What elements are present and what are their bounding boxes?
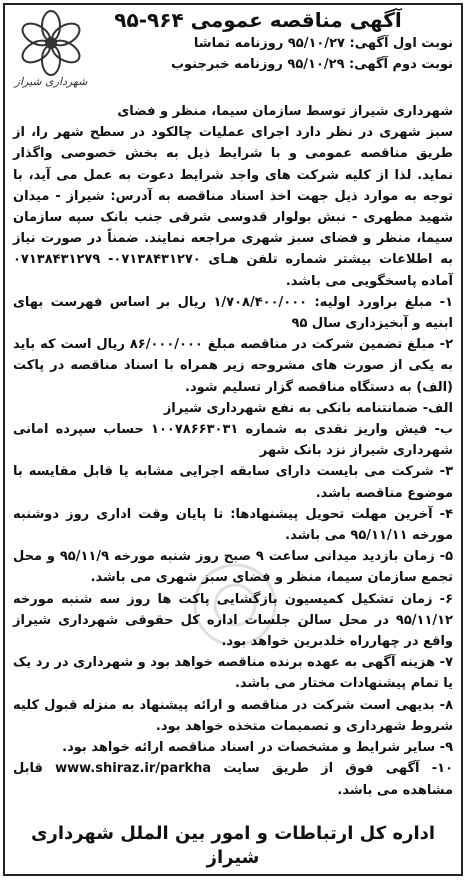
notice-frame [3,3,463,876]
item-8: ۸- بدیهی است شرکت در مناقصه و ارائه پیشنهاد به منزله قبول کلیه شروط شهرداری و تصمیمات متخذه خواهد بود. [13,697,453,734]
item-7: ۷- هزینه آگهی به عهده برنده مناقصه خواهد بود و شهرداری در رد یک یا تمام پیشنهادات مختار می باشد. [13,655,453,692]
first-notice-line: نوبت اول آگهی: ۹۵/۱۰/۲۷ روزنامه تماشا [193,36,453,51]
notice-header [5,5,461,101]
item-1: ۱- مبلغ براورد اولیه: ۱/۷۰۸/۴۰۰/۰۰۰ ریال بر اساس فهرست بهای ابنیه و آبخیزداری سال ۹۵ [13,294,453,332]
item-10: ۱۰- آگهی فوق از طریق سایت www.shiraz.ir/parkha قابل مشاهده می باشد. [13,761,454,798]
item-9: ۹- سایر شرایط و مشخصات در اسناد مناقصه ارائه خواهد بود. [62,740,453,756]
intro-paragraph: سبز شهری در نظر دارد اجرای عملیات چالکود در سطح شهر را، از طریق مناقصه عمومی و با شرایط ذیل به بخش خصوصی واگذار نماید. لذا از کلیه شرکت های واجد شرایط دعوت به عمل می آید، با توجه به موارد ذیل جهت اخذ اسناد مناقصه به آدرس: شیراز - میدان شهید مطهری - نبش بولوار قدوسی شرقی جنب بانک سپه سازمان سیما، منظر و فضای سبز شهری مراجعه نمایند. ضمناً در صورت نیاز به اطلاعات بیشتر شماره تلفن هـای ۰۷۱۳۸۴۳۱۲۷۰- ۰۷۱۳۸۴۳۱۲۷۹ آماده پاسخگویی می باشد. [13,125,454,289]
header-text [93,7,453,75]
item-4: ۴- آخرین مهلت تحویل پیشنهادها: تا پایان وقت اداری روز دوشنبه مورخه ۹۵/۱۱/۱۱ می باشد. [13,506,453,544]
item-5: ۵- زمان بازدید میدانی ساعت ۹ صبح روز شنبه مورخه ۹۵/۱۱/۹ و محل تجمع سازمان سیما، منظر و فضای سبز شهری می باشد. [13,549,453,586]
item-2: ۲- مبلغ تضمین شرکت در مناقصه مبلغ ۸۶/۰۰۰/۰۰۰ ریال است که باید به یکی از صورت های مشروحه زیر همراه با اسناد مناقصه در پاکت (الف) به دستگاه مناقصه گزار تسلیم شود. [13,337,453,395]
item-3: ۳- شرکت می بایست دارای سابقه اجرایی مشابه یا قابل مقایسه با موضوع مناقصه باشد. [13,464,453,501]
intro-line: شهرداری شیراز توسط سازمان سیما، منظر و فضای [117,104,453,119]
item-6: ۶- زمان تشکیل کمیسیون بازگشایی پاکت ها روز سه شنبه مورخه ۹۵/۱۱/۱۲ در محل سالن جلسات اداره کل حقوقی شهرداری شیراز واقع در چهارراه خلدبرین خواهد بود. [13,591,453,650]
logo-caption: شهرداری شیراز [14,75,88,88]
notice-body [5,101,461,801]
item-2b: ب- فیش واریز نقدی به شماره ۱۰۰۷۸۶۶۳۰۳۱ حساب سپرده امانی شهرداری شیراز نزد بانک شهر [13,422,453,459]
flower-emblem-icon [11,9,91,79]
notice-title: آگهی مناقصه عمومی ۹۶۴-۹۵ [114,8,402,32]
shiraz-municipality-logo [11,9,91,97]
item-2a: الف- ضمانتنامه بانکی به نفع شهرداری شیراز [163,400,453,416]
notice-footer: اداره کل ارتباطات و امور بین الملل شهرداری شیراز [30,823,436,868]
second-notice-line: نوبت دوم آگهی: ۹۵/۱۰/۲۹ روزنامه خبرجنوب [170,57,453,72]
